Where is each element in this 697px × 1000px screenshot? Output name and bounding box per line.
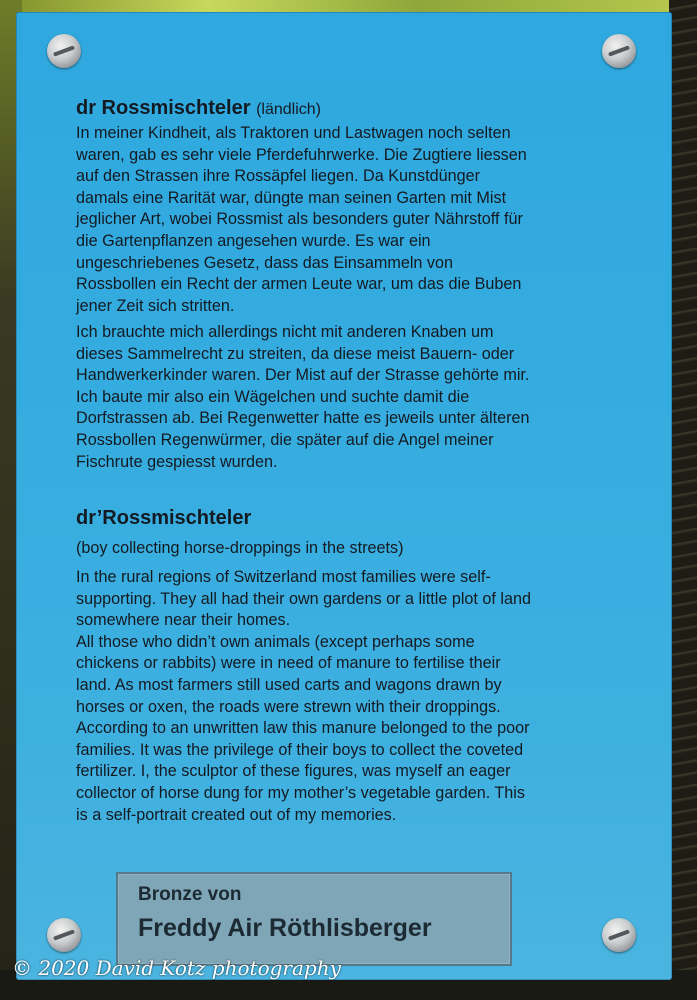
screw-icon [47,918,81,952]
german-title-note: (ländlich) [256,101,321,118]
english-subtitle: (boy collecting horse-droppings in the streets) [76,539,404,557]
german-heading [76,96,616,122]
screw-icon [47,34,81,68]
german-paragraph-2: Ich brauchte mich allerdings nicht mit anderen Knaben um dieses Sammelrecht zu streiten, da diese meist Bauern- oder Handwerkerkinder waren. Der Mist auf der Strasse gehörte mir. Ich baute mir also ein Wägelchen und suchte damit die Dorfstrassen ab. Bei Regenwetter hatte es jeweils unter älteren Rossbollen Regenwürmer, die später auf die Angel meiner Fischrute gespiesst wurden. [76,323,530,471]
credit-plate [116,872,512,966]
german-title: dr Rossmischteler [76,97,251,119]
english-title: dr’Rossmischteler [76,507,252,529]
credit-line-1: Bronze von [138,884,242,905]
english-paragraph: In the rural regions of Switzerland most families were self- supporting. They all had their own gardens or a little plot of land somewhere near their homes. All those who didn’t own animals (except perhaps some chickens or rabbits) were in need of manure to fertilise their land. As most farmers still used carts and wagons drawn by horses or oxen, the roads were strewn with their droppings. According to an unwritten law this manure belonged to the poor families. It was the privilege of their boys to collect the coveted fertilizer. I, the sculptor of these figures, was myself an eager collector of horse dung for my mother’s vegetable garden. This is a self-portrait created out of my memories. [76,568,532,824]
photo-watermark: © 2020 David Kotz photography [12,956,341,980]
credit-line-2: Freddy Air Röthlisberger [138,914,432,942]
screw-icon [602,918,636,952]
background-right-edge [669,0,697,1000]
german-paragraph-1: In meiner Kindheit, als Traktoren und Lastwagen noch selten waren, gab es sehr viele Pferdefuhrwerke. Die Zugtiere liessen auf den Strassen ihre Rossäpfel liegen. Da Kunstdünger damals eine Rarität war, düngte man seinen Garten mit Mist jeglicher Art, wobei Rossmist als besonders guter Nährstoff für die Gartenpflanzen angesehen wurde. Es war ein ungeschriebenes Gesetz, dass das Einsammeln von Rossbollen ein Recht der armen Leute war, um das die Buben jener Zeit sich stritten. [76,124,527,315]
screw-icon [602,34,636,68]
